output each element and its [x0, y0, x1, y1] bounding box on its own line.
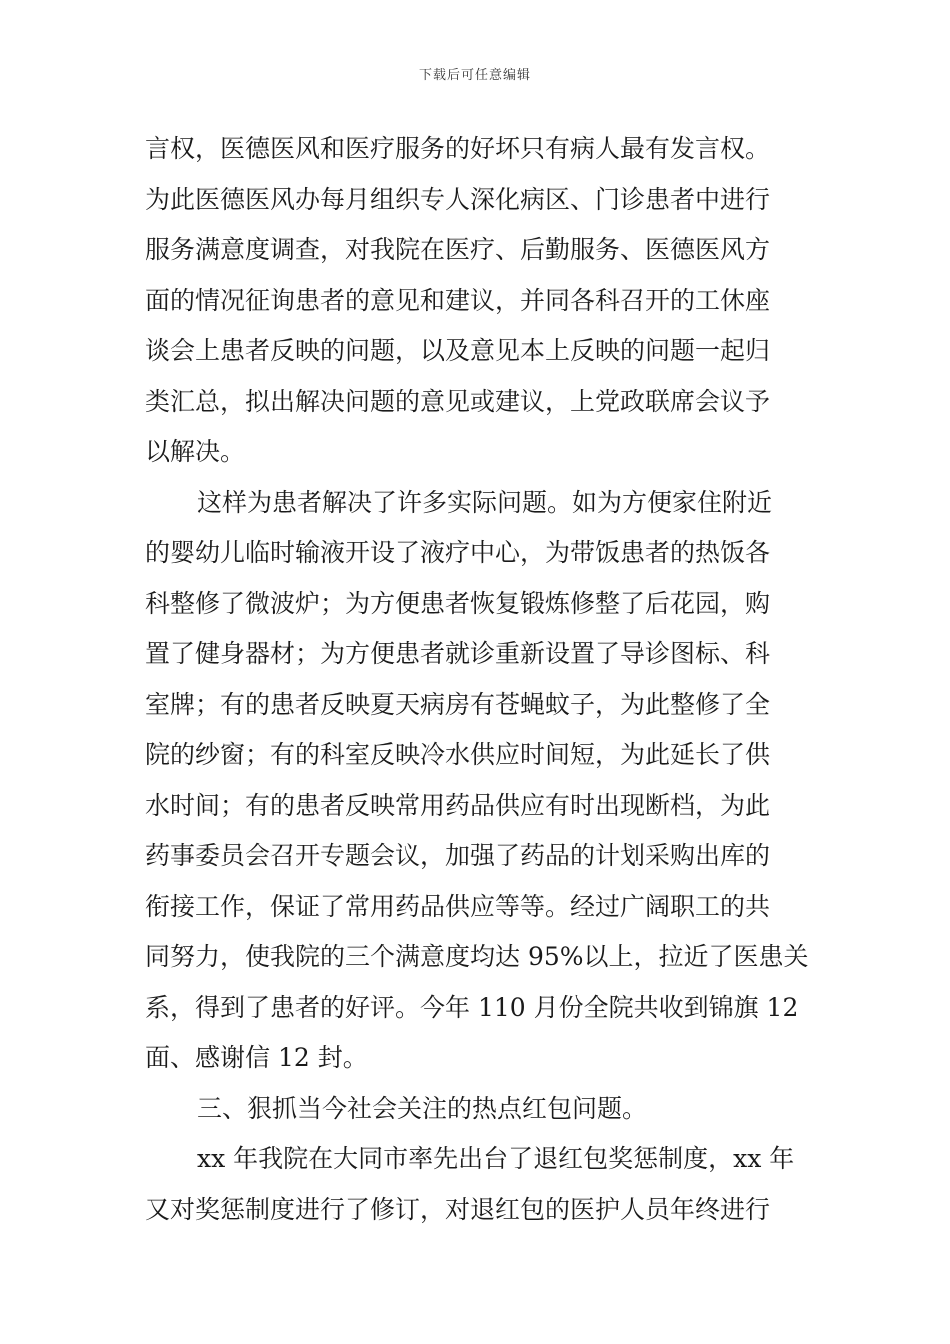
- text-line: 院的纱窗；有的科室反映冷水供应时间短，为此延长了供: [145, 740, 771, 769]
- text-line: 面、感谢信 12 封。: [145, 1043, 368, 1072]
- document-body: [145, 124, 810, 1235]
- text-line: 衔接工作，保证了常用药品供应等等。经过广阔职工的共: [145, 891, 771, 921]
- text-line: 服务满意度调查，对我院在医疗、后勤服务、医德医风方: [145, 235, 771, 264]
- text-line: 类汇总，拟出解决问题的意见或建议，上党政联席会议予: [145, 386, 771, 416]
- text-line: 药事委员会召开专题会议，加强了药品的计划采购出库的: [145, 841, 771, 870]
- text-line: 言权，医德医风和医疗服务的好坏只有病人最有发言权。: [145, 134, 771, 163]
- text-line: 置了健身器材；为方便患者就诊重新设置了导诊图标、科: [145, 639, 771, 668]
- text-line: 系，得到了患者的好评。今年 110 月份全院共收到锦旗 12: [145, 992, 799, 1022]
- text-line: 这样为患者解决了许多实际问题。如为方便家住附近: [197, 487, 773, 517]
- text-line: 三、狠抓当今社会关注的热点红包问题。: [197, 1093, 648, 1123]
- text-line: 科整修了微波炉；为方便患者恢复锻炼修整了后花园，购: [145, 588, 771, 618]
- text-line: 面的情况征询患者的意见和建议，并同各科召开的工休座: [145, 285, 771, 315]
- text-line: 谈会上患者反映的问题，以及意见本上反映的问题一起归: [145, 336, 771, 365]
- text-line: 的婴幼儿临时输液开设了液疗中心，为带饭患者的热饭各: [145, 538, 771, 567]
- page-header: 下载后可任意编辑: [418, 68, 531, 83]
- text-line: 室牌；有的患者反映夏天病房有苍蝇蚊子，为此整修了全: [145, 689, 771, 719]
- text-line: 为此医德医风办每月组织专人深化病区、门诊患者中进行: [145, 184, 771, 214]
- text-line: 同努力，使我院的三个满意度均达 95%以上，拉近了医患关: [145, 942, 809, 971]
- text-line: 以解决。: [145, 437, 246, 466]
- text-line: xx 年我院在大同市率先出台了退红包奖惩制度，xx 年: [197, 1144, 795, 1173]
- text-line: 水时间；有的患者反映常用药品供应有时出现断档，为此: [145, 790, 771, 820]
- text-line: 又对奖惩制度进行了修订，对退红包的医护人员年终进行: [145, 1194, 771, 1224]
